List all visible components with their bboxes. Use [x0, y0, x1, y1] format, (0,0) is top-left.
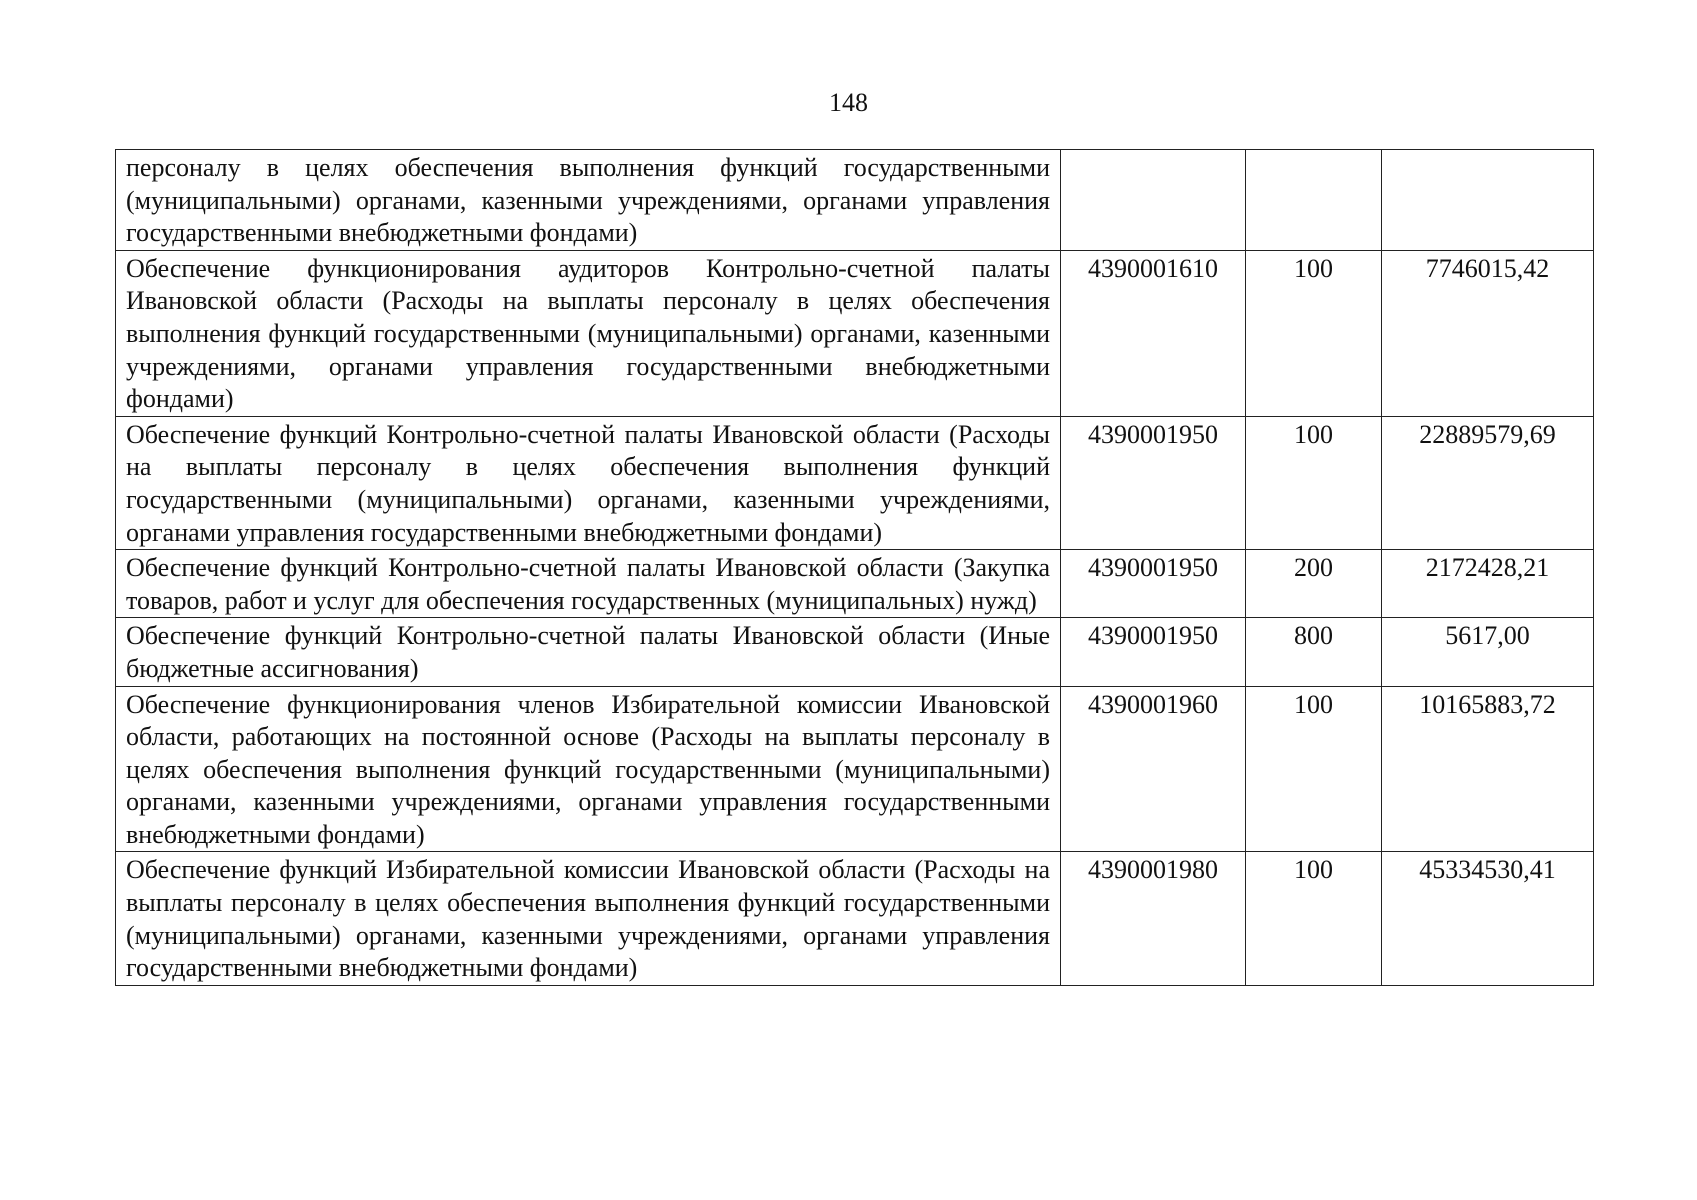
table-row: [116, 686, 1594, 852]
row-expense-type: 800: [1246, 618, 1382, 686]
row-expense-type: 100: [1246, 686, 1382, 852]
table-row: [116, 416, 1594, 549]
table-row: [116, 150, 1594, 251]
row-amount: 10165883,72: [1382, 686, 1594, 852]
row-target-code: 4390001980: [1061, 852, 1246, 985]
row-target-code: 4390001950: [1061, 550, 1246, 618]
row-description: Обеспечение функций Контрольно-счетной палаты Ивановской области (Закупка товаров, работ и услуг для обеспечения государственных (муниципальных) нужд): [116, 550, 1061, 618]
row-description: Обеспечение функций Контрольно-счетной палаты Ивановской области (Расходы на выплаты персоналу в целях обеспечения выполнения функций государственными (муниципальными) органами, казенными учреждениями, органами управления государственными внебюджетными фондами): [116, 416, 1061, 549]
row-amount: 7746015,42: [1382, 250, 1594, 416]
table-row: [116, 250, 1594, 416]
row-expense-type: 100: [1246, 250, 1382, 416]
row-amount: 2172428,21: [1382, 550, 1594, 618]
row-target-code: 4390001960: [1061, 686, 1246, 852]
row-description: Обеспечение функционирования членов Избирательной комиссии Ивановской области, работающих на постоянной основе (Расходы на выплаты персоналу в целях обеспечения выполнения функций государственными (муниципальными) органами, казенными учреждениями, органами управления государственными внебюджетными фондами): [116, 686, 1061, 852]
row-target-code: [1061, 150, 1246, 251]
row-description: Обеспечение функций Избирательной комиссии Ивановской области (Расходы на выплаты персоналу в целях обеспечения выполнения функций государственными (муниципальными) органами, казенными учреждениями, органами управления государственными внебюджетными фондами): [116, 852, 1061, 985]
row-description: Обеспечение функций Контрольно-счетной палаты Ивановской области (Иные бюджетные ассигнования): [116, 618, 1061, 686]
row-amount: 45334530,41: [1382, 852, 1594, 985]
table-row: [116, 852, 1594, 985]
row-target-code: 4390001950: [1061, 416, 1246, 549]
row-expense-type: 100: [1246, 416, 1382, 549]
row-description: персоналу в целях обеспечения выполнения функций государственными (муниципальными) органами, казенными учреждениями, органами управления государственными внебюджетными фондами): [116, 150, 1061, 251]
table-row: [116, 618, 1594, 686]
row-description: Обеспечение функционирования аудиторов Контрольно-счетной палаты Ивановской области (Расходы на выплаты персоналу в целях обеспечения выполнения функций государственными (муниципальными) органами, казенными учреждениями, органами управления государственными внебюджетными фондами): [116, 250, 1061, 416]
row-expense-type: [1246, 150, 1382, 251]
row-expense-type: 100: [1246, 852, 1382, 985]
row-amount: 22889579,69: [1382, 416, 1594, 549]
row-expense-type: 200: [1246, 550, 1382, 618]
table-row: [116, 550, 1594, 618]
row-amount: 5617,00: [1382, 618, 1594, 686]
row-target-code: 4390001950: [1061, 618, 1246, 686]
row-target-code: 4390001610: [1061, 250, 1246, 416]
page-number: 148: [829, 88, 868, 117]
row-amount: [1382, 150, 1594, 251]
budget-table: [115, 149, 1594, 986]
